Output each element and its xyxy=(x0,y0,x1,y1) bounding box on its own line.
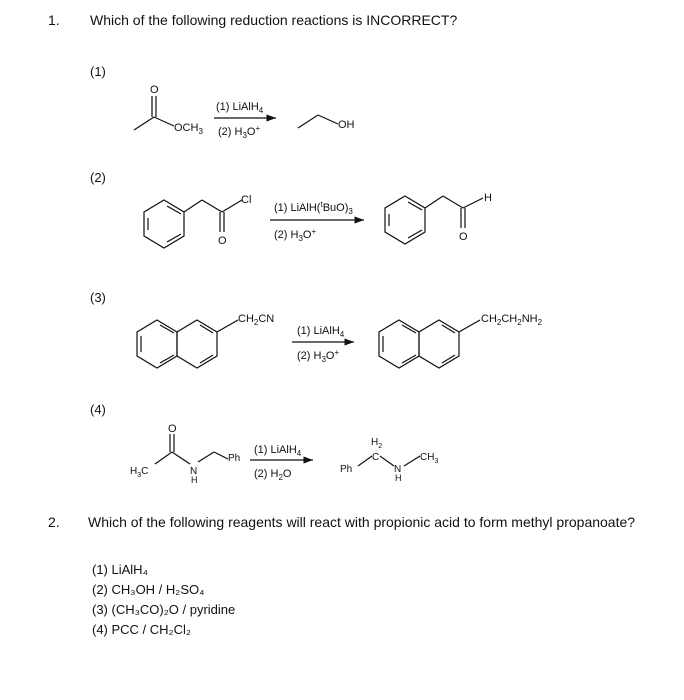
svg-text:Cl: Cl xyxy=(241,194,252,206)
svg-text:H: H xyxy=(191,475,198,485)
reaction-3-reactant xyxy=(137,313,274,368)
reaction-1-reactant xyxy=(134,84,203,136)
svg-text:N: N xyxy=(190,466,198,477)
svg-text:O: O xyxy=(168,423,177,435)
reaction-1-methoxy: $OCH_3$ xyxy=(174,122,203,136)
svg-text:CH2CH2NH2: $CH_2CH_2NH_2$ xyxy=(481,313,543,327)
svg-text:N: N xyxy=(394,464,402,475)
option-4: (4) PCC / CH₂Cl₂ xyxy=(92,622,191,637)
svg-text:Ph: Ph xyxy=(340,464,353,475)
svg-text:CH3: $CH_3$ xyxy=(420,452,439,465)
svg-text:C: C xyxy=(372,452,380,463)
option-3: (3) (CH₃CO)₂O / pyridine xyxy=(92,602,236,617)
question-1-text: Which of the following reduction reactions is INCORRECT? xyxy=(90,12,458,28)
reaction-4-label: (4) xyxy=(90,402,106,417)
reaction-4-product xyxy=(340,437,438,483)
reaction-3-product xyxy=(379,313,543,368)
reaction-4-conditions xyxy=(250,444,313,482)
svg-text:OH: OH xyxy=(338,119,355,131)
question-1-number: 1. xyxy=(48,12,60,28)
svg-text:O: O xyxy=(459,231,468,243)
reaction-2-reactant xyxy=(144,194,251,248)
svg-text:(1) LiAlH4: (1) LiAlH$_4$ xyxy=(216,101,264,115)
svg-text:(1) LiAlH(tBuO)3: (1) $LiAlH(^tBuO)_3$ xyxy=(274,200,353,216)
svg-text:Ph: Ph xyxy=(228,453,241,464)
svg-text:(1) LiAlH4: (1) LiAlH$_4$ xyxy=(297,325,345,339)
reaction-2-product xyxy=(385,192,492,244)
reaction-2-conditions xyxy=(270,200,364,243)
svg-text:(2) H3O+: (2) $H_3O^+$ xyxy=(218,124,261,140)
svg-text:O: O xyxy=(218,235,227,247)
svg-text:H: H xyxy=(484,192,492,204)
svg-text:H: H xyxy=(395,473,402,483)
reaction-1-product xyxy=(298,115,355,131)
reaction-3-label: (3) xyxy=(90,290,106,305)
question-2-number: 2. xyxy=(48,514,60,530)
svg-text:H2: $H_2$ xyxy=(371,437,383,450)
svg-text:H3C: $H_3C$ xyxy=(130,466,149,479)
option-2: (2) CH₃OH / H₂SO₄ xyxy=(92,582,205,597)
reaction-1-conditions xyxy=(214,101,276,140)
svg-text:CH2CN: $CH_2CN$ xyxy=(238,313,275,327)
svg-text:(2) H3O+: (2) $H_3O^+$ xyxy=(274,227,317,243)
question-2-text: Which of the following reagents will react with propionic acid to form methyl propanoate? xyxy=(88,514,636,530)
svg-text:(2) H2O: (2) $H_2O$ xyxy=(254,468,292,482)
reaction-1-label: (1) xyxy=(90,64,106,79)
reaction-4-reactant xyxy=(130,423,240,485)
reaction-2-label: (2) xyxy=(90,170,106,185)
svg-text:(1) LiAlH4: (1) LiAlH$_4$ xyxy=(254,444,302,458)
question-2-options xyxy=(92,560,235,640)
reaction-1-carbonyl-oxygen: O xyxy=(150,84,159,96)
option-1: (1) LiAlH₄ xyxy=(92,562,148,577)
reaction-3-conditions xyxy=(292,325,354,364)
svg-text:(2) H3O+: (2) $H_3O^+$ xyxy=(297,348,340,364)
